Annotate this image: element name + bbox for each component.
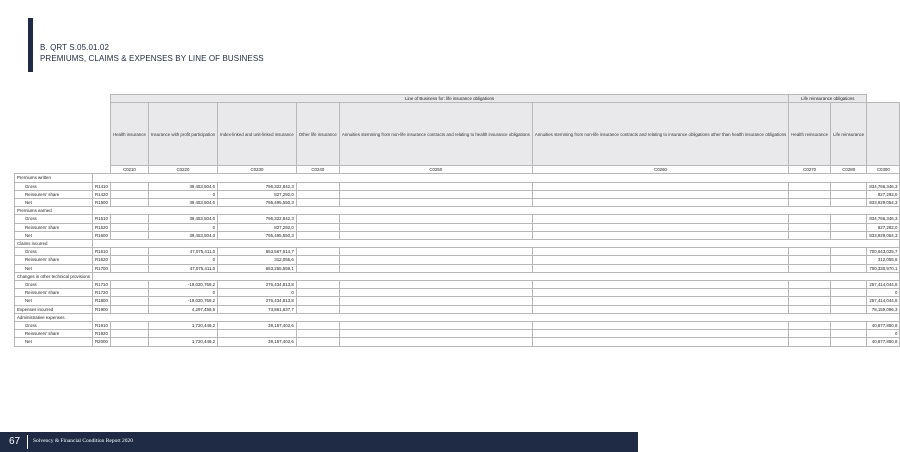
section-label: Premiums earned — [15, 207, 93, 215]
value-cell — [296, 281, 339, 289]
value-cell: 0 — [148, 256, 217, 264]
table-row — [15, 182, 900, 190]
value-cell — [339, 190, 532, 198]
row-label: Reinsurers' share — [15, 190, 93, 198]
value-cell: 73,861,637,7 — [218, 305, 297, 313]
row-code: R1500 — [92, 199, 110, 207]
column-header: Other life insurance — [296, 103, 339, 166]
value-cell — [339, 297, 532, 305]
value-cell: 0 — [148, 223, 217, 231]
value-cell — [339, 248, 532, 256]
column-header — [867, 103, 900, 166]
row-label: Gross — [15, 281, 93, 289]
value-cell — [296, 330, 339, 338]
section-label: Changes in other technical provisions — [15, 272, 93, 280]
row-label: Reinsurers' share — [15, 223, 93, 231]
value-cell — [296, 215, 339, 223]
footer-bar — [0, 432, 638, 452]
value-cell — [532, 305, 788, 313]
value-cell: 1,720,448,2 — [148, 338, 217, 346]
table-row — [15, 338, 900, 346]
value-cell: 40,877,850,8 — [867, 322, 900, 330]
value-cell: -19,020,769,2 — [148, 297, 217, 305]
table-row — [15, 190, 900, 198]
value-cell — [532, 289, 788, 297]
value-cell — [110, 215, 148, 223]
value-cell: 833,929,054,3 — [867, 199, 900, 207]
value-cell: 276,434,813,8 — [218, 281, 297, 289]
value-cell — [789, 322, 831, 330]
value-cell — [296, 305, 339, 313]
value-cell: 795,495,550,3 — [218, 199, 297, 207]
value-cell — [789, 305, 831, 313]
value-cell: 312,055,6 — [218, 256, 297, 264]
value-cell: 700,643,025,7 — [867, 248, 900, 256]
value-cell — [789, 199, 831, 207]
value-cell: 653,255,559,1 — [218, 264, 297, 272]
value-cell — [789, 182, 831, 190]
row-code: R1620 — [92, 256, 110, 264]
value-cell — [296, 289, 339, 297]
table-row — [15, 297, 900, 305]
value-cell — [831, 199, 867, 207]
value-cell — [831, 264, 867, 272]
value-cell: 39,453,504,0 — [148, 231, 217, 239]
value-cell: 834,766,346,3 — [867, 182, 900, 190]
column-code: C0220 — [148, 166, 217, 174]
column-header: Index-linked and unit-linked insurance — [218, 103, 297, 166]
section-fill — [92, 240, 899, 248]
row-code: R1800 — [92, 297, 110, 305]
value-cell — [110, 305, 148, 313]
value-cell — [339, 256, 532, 264]
value-cell: 0 — [867, 289, 900, 297]
section-row — [15, 174, 900, 182]
value-cell — [339, 223, 532, 231]
value-cell: 257,414,044,6 — [867, 281, 900, 289]
table-row — [15, 215, 900, 223]
value-cell — [532, 338, 788, 346]
title-line-1: B. QRT S.05.01.02 — [40, 43, 110, 52]
column-code: C0300 — [867, 166, 900, 174]
section-fill — [92, 272, 899, 280]
value-cell: 0 — [148, 190, 217, 198]
value-cell — [339, 199, 532, 207]
page-number: 67 — [9, 436, 21, 447]
top-bar — [0, 0, 638, 9]
column-code: C0230 — [218, 166, 297, 174]
value-cell — [339, 338, 532, 346]
row-label: Gross — [15, 248, 93, 256]
group-header-reinsurance: Life reinsurance obligations — [789, 95, 867, 103]
row-label: Net — [15, 338, 93, 346]
column-header: Annuities stemming from non-life insurance contracts and relating to insurance obligations other than health insurance obligations — [532, 103, 788, 166]
value-cell: -19,020,769,2 — [148, 281, 217, 289]
group-header-row — [15, 95, 900, 103]
title-line-2: PREMIUMS, CLAIMS & EXPENSES BY LINE OF BUSINESS — [40, 54, 264, 63]
value-cell — [831, 256, 867, 264]
value-cell: 39,453,504,0 — [148, 182, 217, 190]
column-code: C0280 — [831, 166, 867, 174]
column-header-row — [15, 103, 900, 166]
value-cell — [218, 330, 297, 338]
row-label: Expenses incurred — [15, 305, 93, 313]
value-cell: 0 — [148, 289, 217, 297]
value-cell — [831, 190, 867, 198]
value-cell: 653,567,614,7 — [218, 248, 297, 256]
row-label: Net — [15, 231, 93, 239]
value-cell — [789, 338, 831, 346]
value-cell — [148, 330, 217, 338]
value-cell: 257,414,044,6 — [867, 297, 900, 305]
value-cell — [789, 248, 831, 256]
row-label: Gross — [15, 215, 93, 223]
value-cell: 312,055,6 — [867, 256, 900, 264]
corner-cell — [15, 166, 111, 174]
value-cell — [110, 256, 148, 264]
footer-divider — [27, 435, 28, 449]
value-cell — [532, 297, 788, 305]
row-code: R1410 — [92, 182, 110, 190]
qrt-table — [14, 94, 900, 347]
value-cell — [831, 297, 867, 305]
value-cell — [789, 330, 831, 338]
value-cell — [339, 264, 532, 272]
value-cell — [532, 231, 788, 239]
value-cell — [532, 248, 788, 256]
table-row — [15, 231, 900, 239]
value-cell: 700,330,970,1 — [867, 264, 900, 272]
section-row — [15, 272, 900, 280]
value-cell — [831, 281, 867, 289]
value-cell: 795,495,550,3 — [218, 231, 297, 239]
row-code: R1610 — [92, 248, 110, 256]
value-cell — [296, 190, 339, 198]
value-cell — [532, 182, 788, 190]
value-cell — [296, 182, 339, 190]
table-row — [15, 199, 900, 207]
row-code: R1910 — [92, 322, 110, 330]
value-cell — [789, 223, 831, 231]
value-cell — [296, 223, 339, 231]
value-cell: 276,434,813,8 — [218, 297, 297, 305]
table-row — [15, 223, 900, 231]
section-row — [15, 313, 900, 321]
section-fill — [92, 174, 899, 182]
section-label: Claims incurred — [15, 240, 93, 248]
value-cell — [296, 338, 339, 346]
value-cell — [831, 330, 867, 338]
value-cell: 40,877,850,8 — [867, 338, 900, 346]
value-cell — [532, 330, 788, 338]
column-code: C0240 — [296, 166, 339, 174]
value-cell — [110, 330, 148, 338]
value-cell — [110, 199, 148, 207]
row-code: R1520 — [92, 223, 110, 231]
value-cell — [831, 305, 867, 313]
value-cell: 1,720,448,2 — [148, 322, 217, 330]
row-label: Net — [15, 264, 93, 272]
row-label: Reinsurers' share — [15, 289, 93, 297]
value-cell: 827,292,0 — [867, 223, 900, 231]
row-label: Gross — [15, 322, 93, 330]
corner-cell — [15, 95, 111, 103]
section-fill — [92, 207, 899, 215]
column-header: Health insurance — [110, 103, 148, 166]
value-cell — [110, 289, 148, 297]
table-row — [15, 256, 900, 264]
value-cell — [789, 215, 831, 223]
value-cell — [296, 256, 339, 264]
value-cell — [296, 264, 339, 272]
group-header-life: Line of Business for: life insurance obligations — [110, 95, 788, 103]
value-cell — [339, 182, 532, 190]
value-cell: 796,322,842,3 — [218, 215, 297, 223]
section-label: Premiums written — [15, 174, 93, 182]
value-cell: 39,157,402,6 — [218, 322, 297, 330]
row-code: R1720 — [92, 289, 110, 297]
value-cell — [789, 289, 831, 297]
value-cell — [789, 281, 831, 289]
value-cell — [789, 190, 831, 198]
column-code-row — [15, 166, 900, 174]
section-row — [15, 207, 900, 215]
row-code: R2000 — [92, 338, 110, 346]
page-title — [40, 42, 264, 64]
value-cell — [831, 289, 867, 297]
row-code: R1510 — [92, 215, 110, 223]
value-cell — [110, 231, 148, 239]
column-header: Life reinsurance — [831, 103, 867, 166]
value-cell — [831, 322, 867, 330]
row-code: R1420 — [92, 190, 110, 198]
value-cell — [532, 223, 788, 231]
table-row — [15, 289, 900, 297]
row-code: R1920 — [92, 330, 110, 338]
value-cell — [110, 338, 148, 346]
accent-bar — [28, 18, 33, 72]
row-code: R1900 — [92, 305, 110, 313]
value-cell: 4,297,458,5 — [148, 305, 217, 313]
row-code: R1700 — [92, 264, 110, 272]
value-cell: 39,453,504,0 — [148, 215, 217, 223]
row-label: Net — [15, 199, 93, 207]
section-fill — [92, 313, 899, 321]
value-cell — [789, 256, 831, 264]
value-cell — [339, 305, 532, 313]
value-cell — [532, 256, 788, 264]
value-cell — [532, 215, 788, 223]
value-cell — [831, 215, 867, 223]
value-cell — [110, 281, 148, 289]
value-cell: 833,929,054,3 — [867, 231, 900, 239]
value-cell — [296, 297, 339, 305]
table-row — [15, 281, 900, 289]
value-cell — [339, 281, 532, 289]
value-cell — [296, 248, 339, 256]
value-cell: 47,075,411,0 — [148, 248, 217, 256]
value-cell: 827,292,0 — [867, 190, 900, 198]
value-cell: 0 — [218, 289, 297, 297]
column-code: C0260 — [532, 166, 788, 174]
value-cell — [296, 322, 339, 330]
column-header: Annuities stemming from non-life insurance contracts and relating to health insurance obligations — [339, 103, 532, 166]
table-row — [15, 305, 900, 313]
row-label: Net — [15, 297, 93, 305]
value-cell — [110, 264, 148, 272]
value-cell: 39,157,402,6 — [218, 338, 297, 346]
column-code: C0250 — [339, 166, 532, 174]
value-cell: 0 — [867, 330, 900, 338]
value-cell — [532, 281, 788, 289]
value-cell — [110, 297, 148, 305]
value-cell — [831, 182, 867, 190]
value-cell: 827,292,0 — [218, 223, 297, 231]
value-cell — [110, 223, 148, 231]
value-cell — [339, 330, 532, 338]
value-cell: 78,159,096,3 — [867, 305, 900, 313]
row-code: R1710 — [92, 281, 110, 289]
value-cell — [789, 264, 831, 272]
row-label: Gross — [15, 182, 93, 190]
value-cell: 834,766,346,3 — [867, 215, 900, 223]
row-code: R1600 — [92, 231, 110, 239]
value-cell — [296, 199, 339, 207]
value-cell — [339, 289, 532, 297]
value-cell — [831, 338, 867, 346]
section-row — [15, 240, 900, 248]
row-label: Reinsurers' share — [15, 330, 93, 338]
value-cell — [110, 248, 148, 256]
value-cell — [831, 248, 867, 256]
table-row — [15, 322, 900, 330]
row-label: Reinsurers' share — [15, 256, 93, 264]
value-cell — [296, 231, 339, 239]
column-header: Insurance with profit participation — [148, 103, 217, 166]
value-cell — [831, 231, 867, 239]
value-cell — [110, 322, 148, 330]
value-cell — [532, 199, 788, 207]
value-cell — [339, 231, 532, 239]
value-cell — [532, 190, 788, 198]
section-label: Administrative expenses — [15, 313, 93, 321]
value-cell: 47,075,411,0 — [148, 264, 217, 272]
value-cell: 827,292,0 — [218, 190, 297, 198]
footer-text: Solvency & Financial Condition Report 2020 — [33, 438, 134, 444]
value-cell — [339, 322, 532, 330]
value-cell — [110, 182, 148, 190]
value-cell — [339, 215, 532, 223]
corner-cell — [15, 103, 111, 166]
value-cell — [532, 322, 788, 330]
value-cell: 39,453,504,0 — [148, 199, 217, 207]
value-cell — [831, 223, 867, 231]
column-code: C0210 — [110, 166, 148, 174]
group-header-total — [867, 95, 900, 103]
table-row — [15, 264, 900, 272]
value-cell — [789, 297, 831, 305]
value-cell: 796,322,842,3 — [218, 182, 297, 190]
table-row — [15, 330, 900, 338]
table-row — [15, 248, 900, 256]
column-header: Health reinsurance — [789, 103, 831, 166]
value-cell — [110, 190, 148, 198]
value-cell — [789, 231, 831, 239]
value-cell — [532, 264, 788, 272]
column-code: C0270 — [789, 166, 831, 174]
